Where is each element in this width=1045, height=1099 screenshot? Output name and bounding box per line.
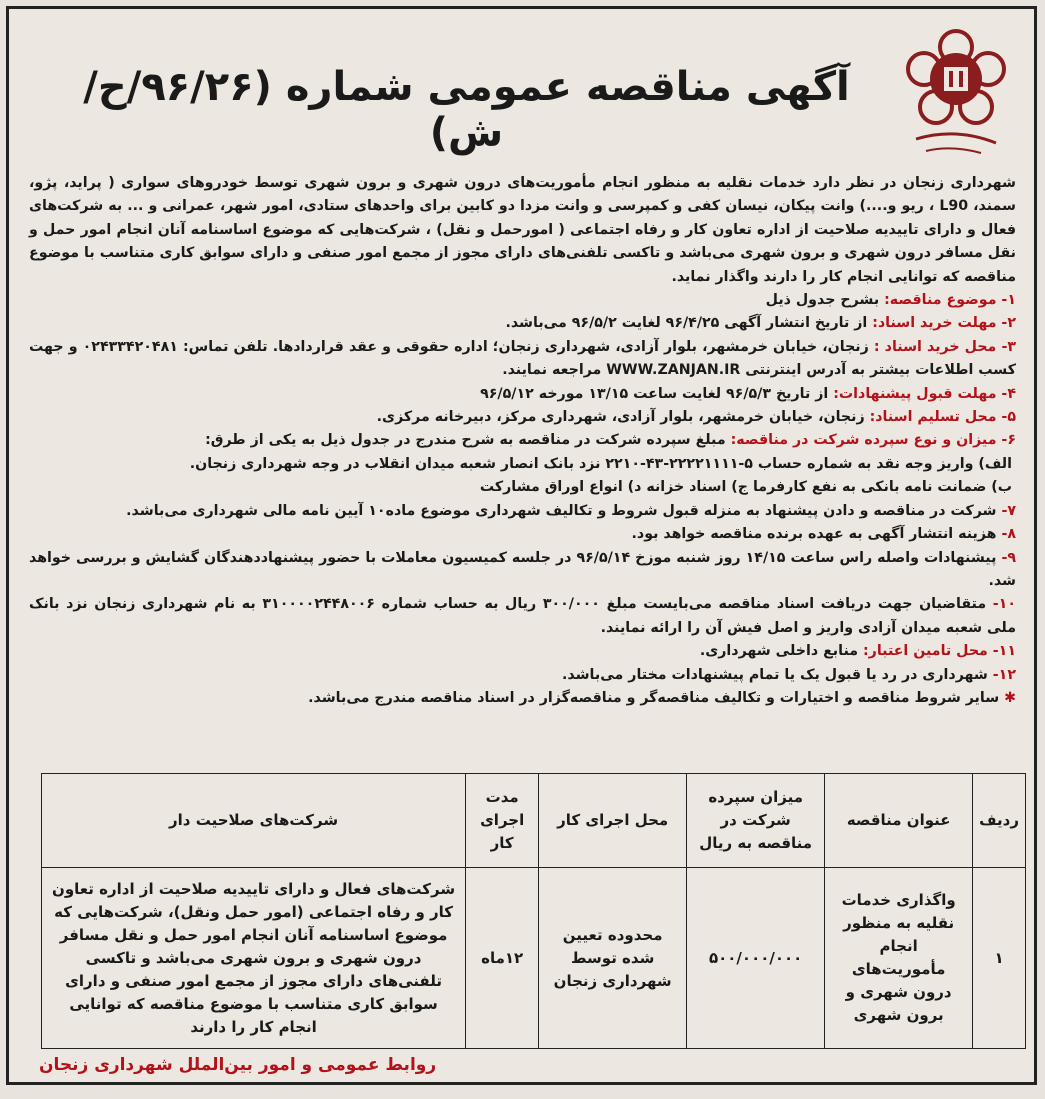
item-5: [29, 406, 1016, 429]
item-text: از تاریخ انتشار آگهی ۹۶/۴/۲۵ لغایت ۹۶/۵/۲ می‌باشد.: [505, 315, 873, 332]
item-12: [29, 664, 1016, 687]
item-text: شهرداری در رد یا قبول یک یا تمام پیشنهادات مختار می‌باشد.: [562, 666, 993, 683]
item-10: [29, 593, 1016, 640]
header: [9, 9, 1034, 159]
final-note: [29, 687, 1016, 710]
item-9: [29, 547, 1016, 594]
item-2: [29, 312, 1016, 335]
item-text: شرکت در مناقصه و دادن پیشنهاد به منزله قبول شروط و تکالیف شهرداری موضوع ماده۱۰ آیین نامه مالی شهرداری می‌باشد.: [126, 502, 1002, 519]
item-title: ۲- مهلت خرید اسناد:: [872, 315, 1016, 332]
notice-body: [29, 172, 1016, 710]
item-text: زنجان، خیابان خرمشهر، بلوار آزادی، شهرداری مرکز، دبیرخانه مرکزی.: [376, 409, 870, 426]
item-text: متقاضیان جهت دریافت اسناد مناقصه می‌بایست مبلغ ۳۰۰/۰۰۰ ریال به حساب شماره ۳۱۰۰۰۰۲۴۴۸۰۰۶ به نام شهرداری زنجان نزد بانک ملی شعبه میدان آزادی واریز و اصل فیش آن را ارائه نمایند.: [29, 596, 1016, 636]
item-text: زنجان، خیابان خرمشهر، بلوار آزادی، شهرداری زنجان؛ اداره حقوقی و عقد قراردادها. تلفن تماس: ۰۲۴۳۳۴۲۰۴۸۱ و جهت کسب اطلاعات بیشتر به آدرس اینترنتی WWW.ZANJAN.IR مراجعه نمایند.: [29, 338, 1016, 379]
item-3: [29, 336, 1016, 383]
cell-deposit: ۵۰۰/۰۰۰/۰۰۰: [687, 868, 825, 1049]
header-row-number: ردیف: [973, 774, 1026, 868]
item-title: ۱۱- محل تامین اعتبار:: [862, 643, 1016, 660]
table-header-row: [42, 774, 1026, 868]
cell-subject: واگذاری خدمات نقلیه به منظور انجام مأموریت‌های درون شهری و برون شهری: [825, 868, 973, 1049]
item-text: پیشنهادات واصله راس ساعت ۱۴/۱۵ روز شنبه موزخ ۹۶/۵/۱۴ در جلسه کمیسیون معاملات با حضور پیشنهاددهندگان گشایش و بررسی خواهد شد.: [29, 549, 1016, 589]
header-qualified: شرکت‌های صلاحیت دار: [42, 774, 466, 868]
item-text: منابع داخلی شهرداری.: [699, 643, 863, 660]
star-icon: ✱: [999, 689, 1016, 706]
cell-duration: ۱۲ماه: [466, 868, 539, 1049]
item-title: ۷-: [1001, 502, 1016, 519]
header-duration: مدت اجرای کار: [466, 774, 539, 868]
item-text: بشرح جدول ذیل: [765, 292, 885, 309]
item-4: [29, 383, 1016, 406]
item-6: [29, 429, 1016, 452]
header-subject: عنوان مناقصه: [825, 774, 973, 868]
notice-title: آگهی مناقصه عمومی شماره (۹۶/۲۶/ح/ش): [83, 64, 850, 156]
table-row: [42, 868, 1026, 1049]
header-deposit: میزان سپرده شرکت در مناقصه به ریال: [687, 774, 825, 868]
deposit-option-a: الف) واریز وجه نقد به شماره حساب ۵-۲۲۲۲۱۱۱۱-۴۳-۲۲۱۰ نزد بانک انصار شعبه میدان انقلاب در وجه شهرداری زنجان.: [189, 455, 1012, 472]
item-title: ۱۲-: [992, 666, 1016, 683]
tender-notice: [6, 6, 1037, 1085]
item-title: ۸-: [1001, 526, 1016, 543]
item-title: ۹-: [1001, 549, 1016, 566]
tender-table: [41, 773, 1026, 1049]
item-text: از تاریخ ۹۶/۵/۳ لغایت ساعت ۱۳/۱۵ مورخه ۹۶/۵/۱۲: [480, 385, 834, 402]
item-title: ۴- مهلت قبول پیشنهادات:: [833, 385, 1016, 402]
item-11: [29, 640, 1016, 663]
item-text: هزینه انتشار آگهی به عهده برنده مناقصه خواهد بود.: [631, 526, 1002, 543]
footer-signature: روابط عمومی و امور بین‌الملل شهرداری زنجان: [39, 1055, 437, 1075]
item-1: [29, 289, 1016, 312]
deposit-option-b: ب) ضمانت نامه بانکی به نفع کارفرما ج) اسناد خزانه د) انواع اوراق مشارکت: [479, 479, 1012, 496]
zanjan-municipality-logo: [896, 19, 1016, 159]
cell-row-number: ۱: [973, 868, 1026, 1049]
item-title: ۱۰-: [992, 596, 1016, 613]
header-location: محل اجرای کار: [539, 774, 687, 868]
item-title: ۳- محل خرید اسناد :: [873, 338, 1017, 355]
item-title: ۶- میزان و نوع سپرده شرکت در مناقصه:: [730, 432, 1016, 449]
item-title: ۱- موضوع مناقصه:: [884, 292, 1016, 309]
item-8: [29, 523, 1016, 546]
item-title: ۵- محل تسلیم اسناد:: [869, 409, 1016, 426]
item-text: مبلغ سپرده شرکت در مناقصه به شرح مندرج در جدول ذیل به یکی از طرق:: [205, 432, 731, 449]
final-note-text: سایر شروط مناقصه و اختیارات و تکالیف مناقصه‌گر و مناقصه‌گزار در اسناد مناقصه مندرج می‌باشد.: [308, 689, 1000, 706]
intro-paragraph: شهرداری زنجان در نظر دارد خدمات نقلیه به منظور انجام مأموریت‌های درون شهری و برون شهری توسط خودروهای سواری ( پراید، پژو، سمند، L90 ، ریو و....) وانت پیکان، نیسان کفی و کمپرسی و وانت مزدا دو کابین برای واحدهای ستادی، امور شهر، عمرانی و ... به شرکت‌های فعال و دارای تاییدیه صلاحیت از اداره تعاون کار و رفاه اجتماعی ( امورحمل و نقل) ، شرکت‌هایی که موضوع اساسنامه آنان انجام امور حمل و نقل مسافر درون شهری و برون شهری می‌باشد و تاکسی تلفنی‌های دارای مجوز از مجمع امور صنفی و دارای سوابق کاری متناسب با موضوع مناقصه که توانایی انجام کار را دارند واگذار نماید.: [29, 175, 1016, 285]
cell-location: محدوده تعیین شده توسط شهرداری زنجان: [539, 868, 687, 1049]
cell-qualified: شرکت‌های فعال و دارای تاییدیه صلاحیت از اداره تعاون کار و رفاه اجتماعی (امور حمل ونقل)، شرکت‌هایی که موضوع اساسنامه آنان انجام امور حمل و نقل مسافر درون شهری و برون شهری می‌باشد و تاکسی تلفنی‌های دارای مجوز از مجمع امور صنفی و دارای سوابق کاری متناسب با موضوع مناقصه که توانایی انجام کار را دارند: [42, 868, 466, 1049]
item-7: [29, 500, 1016, 523]
